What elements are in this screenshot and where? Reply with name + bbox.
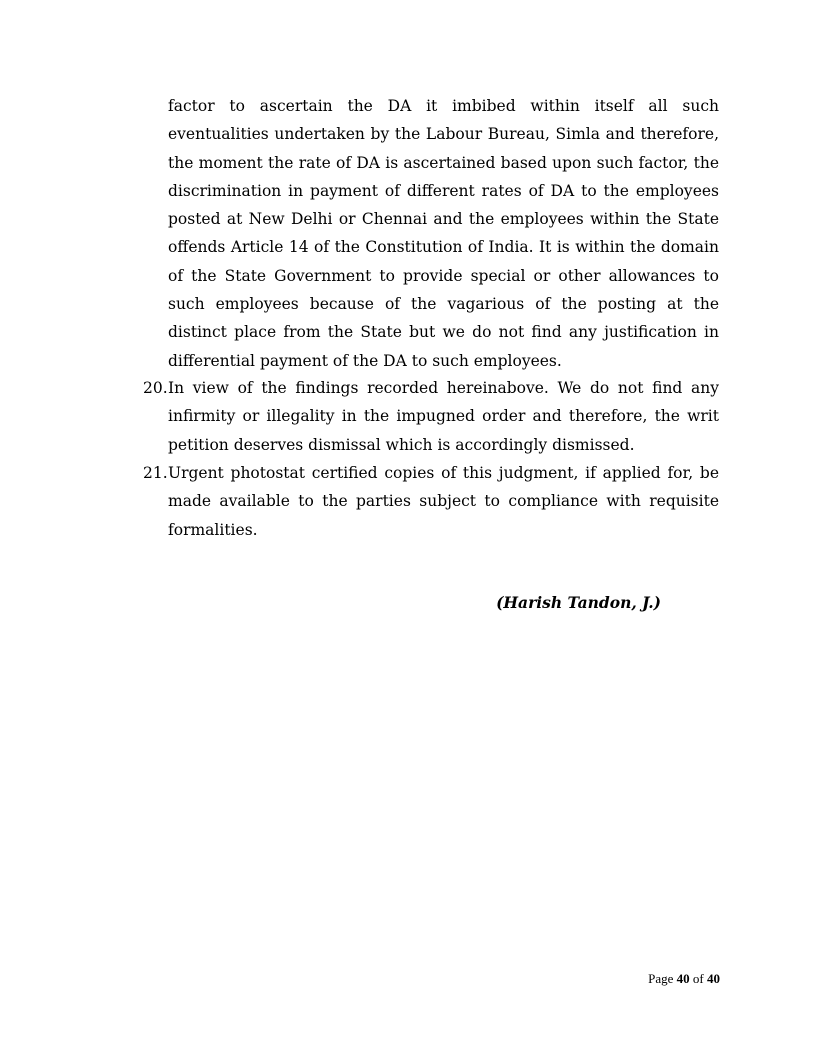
page-footer bbox=[560, 971, 720, 987]
page-label: Page bbox=[648, 971, 674, 986]
current-page-number: 40 bbox=[676, 971, 690, 986]
paragraph-text: Urgent photostat certified copies of this judgment, if applied for, be made available to the parties subject to compliance with requisite formalities. bbox=[168, 464, 719, 539]
paragraph-text: In view of the findings recorded hereinabove. We do not find any infirmity or illegality in the impugned order and therefore, the writ petition deserves dismissal which is accordingly dismissed. bbox=[168, 379, 719, 454]
continuation-paragraph: factor to ascertain the DA it imbibed within itself all such eventualities undertaken by the Labour Bureau, Simla and therefore, the moment the rate of DA is ascertained based upon such factor, the discrimination in payment of different rates of DA to the employees posted at New Delhi or Chennai and the employees within the State offends Article 14 of the Constitution of India. It is within the domain of the State Government to provide special or other allowances to such employees because of the vagarious of the posting at the distinct place from the State but we do not find any justification in differential payment of the DA to such employees. bbox=[168, 97, 719, 370]
of-label: of bbox=[692, 971, 704, 986]
paragraph-21 bbox=[143, 459, 719, 544]
paragraph-number: 20. bbox=[143, 379, 168, 397]
judge-signature: (Harish Tandon, J.) bbox=[496, 593, 661, 612]
paragraph-20 bbox=[143, 374, 719, 459]
paragraph-number: 21. bbox=[143, 464, 168, 482]
total-pages-number: 40 bbox=[707, 971, 720, 986]
